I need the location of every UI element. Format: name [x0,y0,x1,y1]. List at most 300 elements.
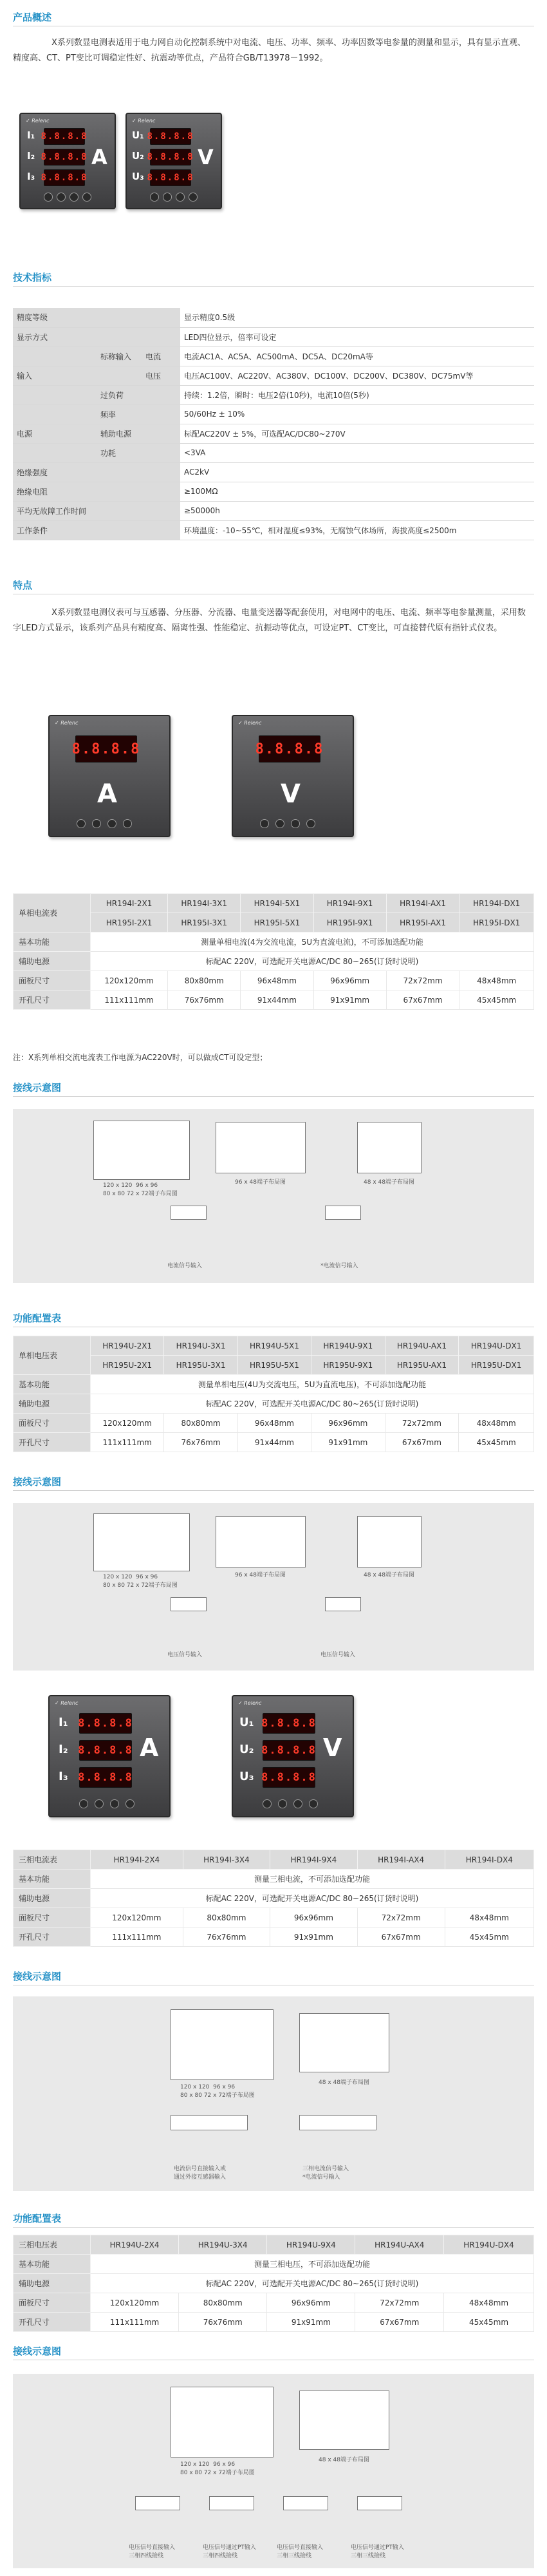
table-cell: 48x48mm [445,1908,533,1927]
i2-label: I₂ [59,1743,68,1756]
model-cell: HR194I-3X1 [168,894,241,913]
note-text: 注：X系列单相交流电流表工作电源为AC220V时，可以做成CT可设定型； [13,1053,268,1062]
caption: 96 x 48端子布局图 [235,1572,286,1578]
wiring-caption: 电压信号通过PT输入 三相四线接线 [203,2544,256,2559]
table-cell: 48x48mm [459,971,534,990]
section-title-wiring: 接线示意图 [13,1476,62,1488]
panel-button [293,1799,302,1808]
wiring-caption: 电压信号输入 [167,1652,203,1658]
model-cell: HR194I-AX4 [357,1850,445,1870]
spec-cell: 电流AC1A、AC5A、AC500mA、DC5A、DC20mA等 [180,346,534,366]
model-cell: HR194U-AX4 [355,2235,444,2255]
panel-button [107,819,116,828]
i3-label: I₃ [59,1770,68,1783]
panel-button [77,819,86,828]
config-table-single-phase-current [13,893,534,1010]
spec-cell [13,346,97,366]
display-digits: 8.8.8.8 [263,1767,315,1788]
table-cell: 标配AC 220V，可选配开关电源AC/DC 80~265(订货时说明) [91,2274,534,2293]
divider [13,286,534,287]
spec-row [13,520,534,540]
spec-cell: ≥50000h [180,501,534,520]
display-digits: 8.8.8.8 [259,735,320,762]
model-cell: HR194U-DX4 [444,2235,534,2255]
table-cell: 91x91mm [311,1433,385,1452]
spec-cell [97,501,142,520]
device-single-phase-ammeter [48,715,171,837]
spec-cell [97,308,142,327]
terminal-layout-48x48 [299,2391,389,2450]
section-title-features: 特点 [13,580,33,591]
spec-cell [142,308,180,327]
model-cell: HR194I-5X1 [241,894,313,913]
divider [13,1490,534,1491]
spec-row [13,424,534,443]
table-cell: 96x48mm [241,971,313,990]
caption: 48 x 48端子布局图 [364,1179,414,1186]
spec-cell: 辅助电源 [97,424,142,443]
unit-label: V [323,1734,342,1762]
table-cell: 67x67mm [385,1433,459,1452]
caption: 120 x 120 96 x 96 80 x 80 72 x 72端子布局图 [180,2084,255,2099]
spec-cell: 绝缘强度 [13,462,97,482]
table-cell: 120x120mm [91,1414,164,1433]
device-three-phase-ammeter [48,1695,171,1817]
panel-button [163,193,172,202]
table-row [14,2293,534,2313]
table-cell: 80x80mm [179,2293,267,2313]
caption: 48 x 48端子布局图 [319,2457,369,2463]
spec-cell [142,327,180,346]
spec-cell: 精度等级 [13,308,97,327]
table-row [14,1336,534,1356]
terminal-block [171,1597,207,1611]
row-label: 基本功能 [14,2255,91,2274]
table-cell: 91x44mm [241,990,313,1010]
model-cell: HR194U-2X4 [91,2235,179,2255]
config-table-three-phase-voltage [13,2235,534,2332]
table-row [14,2313,534,2332]
table-cell: 96x96mm [270,1908,357,1927]
spec-cell [13,385,97,404]
model-cell: HR194U-DX1 [459,1336,534,1356]
panel-button [176,193,185,202]
terminal-layout-48x48 [357,1122,422,1173]
spec-cell: <3VA [180,443,534,462]
brand-logo: ✓ Relenc [238,720,262,726]
model-cell: HR195U-9X1 [311,1356,385,1375]
u3-label: U₃ [239,1770,254,1783]
row-label: 基本功能 [14,1375,91,1394]
spec-cell [97,520,142,540]
wiring-diagram-three-phase-current [13,1996,534,2191]
row-label: 面板尺寸 [14,1908,91,1927]
table-row [14,2274,534,2293]
model-cell: HR194I-9X4 [270,1850,357,1870]
row-label: 基本功能 [14,933,91,952]
table-cell: 80x80mm [164,1414,237,1433]
display-digits: 8.8.8.8 [79,1713,132,1734]
wiring-caption: 电压信号直接输入 三相四线接线 [129,2544,176,2559]
display-digits: 8.8.8.8 [263,1713,315,1734]
spec-cell: 功耗 [97,443,142,462]
unit-label: A [97,779,117,809]
row-label: 开孔尺寸 [14,1927,91,1947]
panel-button [189,193,198,202]
wiring-caption: 电压信号输入 [320,1652,356,1658]
spec-cell [142,443,180,462]
terminal-layout-96x48 [216,1122,306,1173]
table-cell: 91x91mm [267,2313,355,2332]
model-cell: HR195I-9X1 [313,913,386,933]
panel-button [306,819,315,828]
config-table-three-phase-current [13,1850,534,1947]
spec-cell: 过负荷 [97,385,142,404]
unit-label: A [91,145,107,169]
panel-button [260,819,269,828]
u2-label: U₂ [132,150,144,162]
table-cell: 标配AC 220V，可选配开关电源AC/DC 80~265(订货时说明) [91,1394,534,1414]
table-cell: 45x45mm [459,990,534,1010]
divider [13,1096,534,1097]
row-label: 开孔尺寸 [14,2313,91,2332]
model-cell: HR195U-2X1 [91,1356,164,1375]
table-cell: 45x45mm [444,2313,534,2332]
table-cell: 76x76mm [179,2313,267,2332]
caption: 120 x 120 96 x 96 80 x 80 72 x 72端子布局图 [103,1574,178,1589]
table-cell: 96x96mm [311,1414,385,1433]
model-cell: HR195I-5X1 [241,913,313,933]
spec-cell [142,501,180,520]
spec-cell: 50/60Hz ± 10% [180,404,534,424]
wiring-caption: *电流信号输入 [320,1263,358,1269]
caption: 96 x 48端子布局图 [235,1179,286,1186]
table-cell: 80x80mm [183,1908,270,1927]
table-cell: 48x48mm [459,1414,534,1433]
terminal-layout-large [171,2009,274,2080]
table-cell: 91x91mm [270,1927,357,1947]
unit-label: V [281,779,301,809]
table-row [14,1870,534,1889]
table-row [14,2235,534,2255]
spec-cell [142,424,180,443]
spec-cell [142,404,180,424]
brand-logo: ✓ Relenc [238,1700,262,1706]
terminal-block [135,2496,180,2510]
table-cell: 120x120mm [91,2293,179,2313]
wiring-caption: 电流信号直接输入或 通过外接互感器输入 [174,2166,227,2181]
spec-cell: 频率 [97,404,142,424]
table-cell: 76x76mm [164,1433,237,1452]
panel-button [79,1799,88,1808]
panel-button [95,1799,104,1808]
section-title-wiring: 接线示意图 [13,2345,62,2357]
caption: 48 x 48端子布局图 [319,2079,369,2086]
row-label: 三相电流表 [14,1850,91,1870]
model-cell: HR194U-9X4 [267,2235,355,2255]
device-three-phase-voltmeter [232,1695,354,1817]
wiring-caption: 三相电流信号输入 *电流信号输入 [302,2166,349,2181]
panel-button [275,819,284,828]
spec-row [13,462,534,482]
terminal-block [325,1206,361,1220]
spec-row [13,443,534,462]
spec-cell: LED四位显示，倍率可设定 [180,327,534,346]
spec-cell: 显示方式 [13,327,97,346]
model-cell: HR194U-9X1 [311,1336,385,1356]
terminal-layout-48x48 [357,1516,422,1567]
section-title-config: 功能配置表 [13,1312,62,1324]
spec-cell: 持续：1.2倍，瞬时：电压2倍(10秒)，电流10倍(5秒) [180,385,534,404]
table-row [14,1394,534,1414]
table-row [14,990,534,1010]
panel-button [123,819,132,828]
table-cell: 72x72mm [357,1908,445,1927]
spec-cell: 绝缘电阻 [13,482,97,501]
divider [13,2227,534,2228]
table-row [14,1889,534,1908]
panel-button [110,1799,119,1808]
caption: 48 x 48端子布局图 [364,1572,414,1578]
device-single-phase-voltmeter [232,715,354,837]
spec-cell: 标配AC220V ± 5%，可选配AC/DC80~270V [180,424,534,443]
display-digits: 8.8.8.8 [150,149,191,166]
table-row [14,894,534,913]
wiring-caption: 电压信号直接输入 三相三线接线 [277,2544,324,2559]
terminal-block [299,2115,376,2130]
terminal-layout-48x48 [299,2013,389,2072]
spec-cell: ≥100MΩ [180,482,534,501]
i1-label: I₁ [27,129,35,141]
table-cell: 72x72mm [385,1414,459,1433]
panel-button [82,193,91,202]
row-label: 开孔尺寸 [14,990,91,1010]
overview-text: X系列数显电测表适用于电力网自动化控制系统中对电流、电压、功率、频率、功率因数等电参量的测量和显示，具有显示直观、精度高、CT、PT变比可调稳定性好、抗震动等优点，产品符合GB/T13978－1992。 [13,38,526,63]
display-digits: 8.8.8.8 [150,169,191,186]
features-text: X系列数显电测仪表可与互感器、分压器、分流器、电量变送器等配套使用，对电网中的电压、电流、频率等电参量测量，采用数字LED方式显示，该系列产品具有精度高、隔离性强、性能稳定、抗振动等优点，可设定PT、CT变比，可直接替代原有指针式仪表。 [13,608,526,633]
panel-button [309,1799,318,1808]
spec-row [13,385,534,404]
table-row [14,1356,534,1375]
table-cell: 67x67mm [386,990,459,1010]
spec-cell [142,462,180,482]
display-digits: 8.8.8.8 [44,169,85,186]
spec-row [13,308,534,327]
table-cell: 测量三相电流，不可添加选配功能 [91,1870,534,1889]
spec-cell [13,404,97,424]
row-label: 基本功能 [14,1870,91,1889]
terminal-layout-large [93,1513,190,1571]
terminal-block [325,1597,361,1611]
panel-button [44,193,53,202]
table-cell: 96x96mm [313,971,386,990]
row-label: 面板尺寸 [14,971,91,990]
model-cell: HR195U-AX1 [385,1356,459,1375]
table-row [14,1433,534,1452]
caption: 120 x 120 96 x 96 80 x 80 72 x 72端子布局图 [180,2461,255,2476]
spec-row [13,366,534,385]
model-cell: HR195I-DX1 [459,913,534,933]
table-cell: 76x76mm [168,990,241,1010]
spec-cell [142,482,180,501]
model-cell: HR194I-9X1 [313,894,386,913]
model-cell: HR195U-DX1 [459,1356,534,1375]
terminal-layout-large [171,2387,274,2458]
i1-label: I₁ [59,1716,68,1729]
u2-label: U₂ [239,1743,254,1756]
terminal-layout-large [93,1121,190,1180]
row-label: 开孔尺寸 [14,1433,91,1452]
terminal-block [209,2496,254,2510]
model-cell: HR194I-2X4 [91,1850,183,1870]
table-cell: 测量单相电流(4为交流电流，5U为直流电流)，不可添加选配功能 [91,933,534,952]
table-cell: 120x120mm [91,971,168,990]
model-cell: HR194U-3X1 [164,1336,237,1356]
wiring-diagram-single-phase-voltage [13,1503,534,1671]
unit-label: A [140,1734,159,1762]
table-cell: 91x91mm [313,990,386,1010]
model-cell: HR195I-3X1 [168,913,241,933]
table-cell: 45x45mm [445,1927,533,1947]
table-cell: 72x72mm [355,2293,444,2313]
table-cell: 96x96mm [267,2293,355,2313]
spec-cell: 工作条件 [13,520,97,540]
row-label: 面板尺寸 [14,1414,91,1433]
display-digits: 8.8.8.8 [75,735,137,762]
u1-label: U₁ [132,129,144,141]
section-title-overview: 产品概述 [13,12,52,23]
table-row [14,1908,534,1927]
panel-button [125,1799,134,1808]
panel-button [278,1799,287,1808]
spec-table [13,308,534,540]
table-row [14,933,534,952]
row-label: 辅助电源 [14,952,91,971]
spec-cell: 平均无故障工作时间 [13,501,97,520]
spec-cell: 电压AC100V、AC220V、AC380V、DC100V、DC200V、DC380V、DC75mV等 [180,366,534,385]
spec-cell: 标称输入 [97,346,142,366]
spec-cell [97,327,142,346]
table-cell: 67x67mm [357,1927,445,1947]
terminal-block [171,2115,248,2130]
display-digits: 8.8.8.8 [44,149,85,166]
unit-label: V [198,145,214,169]
panel-button [263,1799,272,1808]
section-title-wiring: 接线示意图 [13,1971,62,1982]
table-cell: 标配AC 220V，可选配开关电源AC/DC 80~265(订货时说明) [91,952,534,971]
spec-cell: 输入 [13,366,97,385]
panel-button [70,193,79,202]
table-row [14,1850,534,1870]
device-three-phase-ammeter [19,113,116,209]
table-cell: 120x120mm [91,1908,183,1927]
table-cell: 标配AC 220V，可选配开关电源AC/DC 80~265(订货时说明) [91,1889,534,1908]
spec-cell: 显示精度0.5级 [180,308,534,327]
table-cell: 67x67mm [355,2313,444,2332]
row-label: 三相电压表 [14,2235,91,2255]
table-cell: 91x44mm [237,1433,311,1452]
row-label: 单相电流表 [14,894,91,933]
display-digits: 8.8.8.8 [44,128,85,145]
spec-cell: 电流 [142,346,180,366]
row-label: 单相电压表 [14,1336,91,1375]
display-digits: 8.8.8.8 [79,1767,132,1788]
spec-row [13,327,534,346]
model-cell: HR195I-AX1 [386,913,459,933]
spec-row [13,346,534,366]
wiring-caption: 电压信号通过PT输入 三相三线接线 [351,2544,404,2559]
model-cell: HR194I-3X4 [183,1850,270,1870]
i2-label: I₂ [27,150,35,162]
section-title-wiring: 接线示意图 [13,1082,62,1094]
table-row [14,1375,534,1394]
display-digits: 8.8.8.8 [79,1740,132,1761]
i3-label: I₃ [27,171,35,182]
spec-row [13,404,534,424]
spec-cell [142,385,180,404]
config-table-single-phase-voltage [13,1336,534,1452]
spec-cell [97,462,142,482]
spec-row [13,482,534,501]
table-row [14,913,534,933]
table-cell: 96x48mm [237,1414,311,1433]
panel-button [150,193,159,202]
model-cell: HR194I-DX1 [459,894,534,913]
panel-button [57,193,66,202]
table-cell: 测量单相电压(4U为交流电压，5U为直流电压)，不可添加选配功能 [91,1375,534,1394]
row-label: 辅助电源 [14,2274,91,2293]
section-title-config: 功能配置表 [13,2213,62,2224]
model-cell: HR194U-5X1 [237,1336,311,1356]
table-cell: 80x80mm [168,971,241,990]
display-digits: 8.8.8.8 [150,128,191,145]
row-label: 辅助电源 [14,1394,91,1414]
brand-logo: ✓ Relenc [55,1700,79,1706]
table-cell: 76x76mm [183,1927,270,1947]
table-row [14,1927,534,1947]
model-cell: HR194U-3X4 [179,2235,267,2255]
wiring-diagram-single-phase-current [13,1109,534,1283]
table-cell: 72x72mm [386,971,459,990]
table-cell: 45x45mm [459,1433,534,1452]
terminal-block [171,1206,207,1220]
table-row [14,2255,534,2274]
table-row [14,971,534,990]
table-cell: 111x111mm [91,1927,183,1947]
terminal-block [357,2496,402,2510]
table-cell: 111x111mm [91,2313,179,2332]
row-label: 辅助电源 [14,1889,91,1908]
spec-cell: AC2kV [180,462,534,482]
model-cell: HR194I-DX4 [445,1850,533,1870]
brand-logo: ✓ Relenc [26,118,50,124]
table-row [14,1414,534,1433]
table-cell: 48x48mm [444,2293,534,2313]
spec-cell: 环境温度：-10~55℃，相对湿度≤93%，无腐蚀气体场所，海拔高度≤2500m [180,520,534,540]
model-cell: HR194I-AX1 [386,894,459,913]
u3-label: U₃ [132,171,144,182]
caption: 120 x 120 96 x 96 80 x 80 72 x 72端子布局图 [103,1182,178,1197]
brand-logo: ✓ Relenc [132,118,156,124]
model-cell: HR195U-3X1 [164,1356,237,1375]
terminal-layout-96x48 [216,1516,306,1567]
model-cell: HR194U-AX1 [385,1336,459,1356]
device-three-phase-voltmeter [125,113,222,209]
spec-cell: 电源 [13,424,97,443]
spec-row [13,501,534,520]
display-digits: 8.8.8.8 [263,1740,315,1761]
brand-logo: ✓ Relenc [55,720,79,726]
